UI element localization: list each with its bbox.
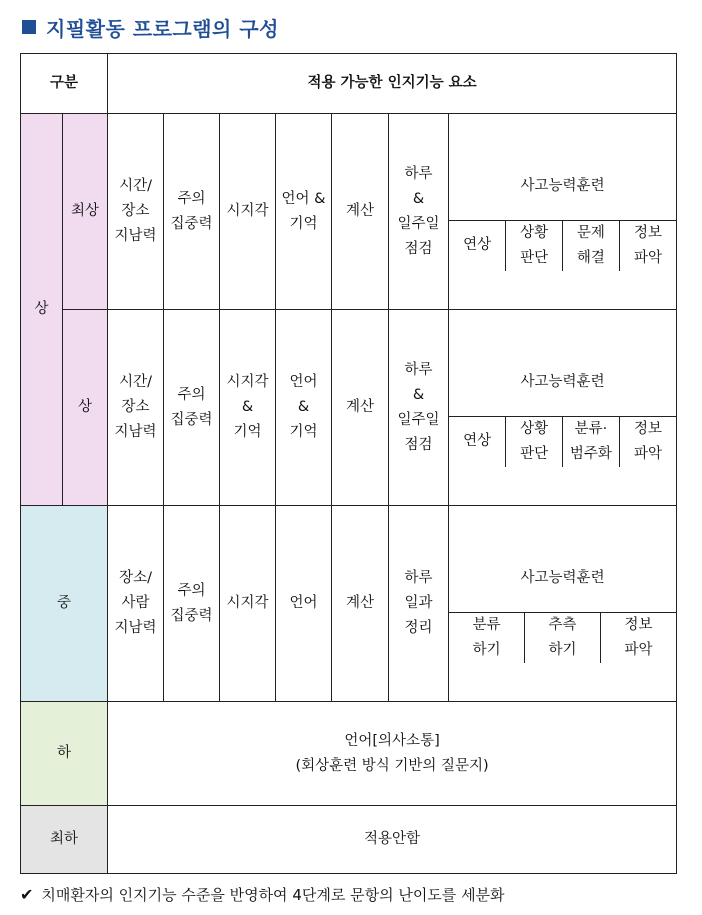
thinking-header: 사고능력훈련 xyxy=(449,544,676,612)
thinking-block xyxy=(449,310,677,506)
cell-attention: 주의 집중력 xyxy=(164,506,220,702)
thinking-item: 정보 파악 xyxy=(619,220,676,271)
thinking-item: 추측 하기 xyxy=(525,612,601,663)
thinking-block xyxy=(449,114,677,310)
cell-ha-content xyxy=(108,702,677,806)
header-row xyxy=(21,54,677,114)
cell-calc: 계산 xyxy=(332,310,389,506)
ha-line2: (회상훈련 방식 기반의 질문지) xyxy=(295,757,489,774)
title-text: 지필활동 프로그램의 구성 xyxy=(46,16,279,41)
cell-perception: 시지각 xyxy=(220,506,276,702)
cell-language: 언어 xyxy=(276,506,332,702)
cell-calc: 계산 xyxy=(332,114,389,310)
ha-line1: 언어[의사소통] xyxy=(344,732,440,749)
table-row-choeha xyxy=(21,806,677,874)
cell-choeha-content: 적용안함 xyxy=(108,806,677,874)
program-structure-table xyxy=(20,53,677,874)
cell-calc: 계산 xyxy=(332,506,389,702)
section-title xyxy=(22,12,279,42)
checkmark-icon: ✔ xyxy=(20,885,34,904)
cell-language: 언어 & 기억 xyxy=(276,114,332,310)
cell-orientation: 장소/ 사람 지남력 xyxy=(108,506,164,702)
thinking-header: 사고능력훈련 xyxy=(449,348,676,416)
thinking-item: 상황 판단 xyxy=(506,220,563,271)
cell-daily: 하루 & 일주일 점검 xyxy=(389,114,449,310)
thinking-item: 분류· 범주화 xyxy=(563,416,620,467)
cell-daily: 하루 일과 정리 xyxy=(389,506,449,702)
footnote xyxy=(20,884,505,905)
square-bullet-icon xyxy=(22,20,36,34)
level-jung: 중 xyxy=(21,506,108,702)
level-sang: 상 xyxy=(63,310,108,506)
thinking-block xyxy=(449,506,677,702)
thinking-item: 정보 파악 xyxy=(600,612,676,663)
level-choesang: 최상 xyxy=(63,114,108,310)
cell-orientation: 시간/ 장소 지남력 xyxy=(108,310,164,506)
cell-language: 언어 & 기억 xyxy=(276,310,332,506)
level-choeha: 최하 xyxy=(21,806,108,874)
table-row-sang xyxy=(21,310,677,506)
thinking-item: 정보 파악 xyxy=(619,416,676,467)
table-row-choesang xyxy=(21,114,677,310)
cell-perception: 시지각 & 기억 xyxy=(220,310,276,506)
level-top: 상 xyxy=(21,114,63,506)
cell-daily: 하루 & 일주일 점검 xyxy=(389,310,449,506)
thinking-item: 연상 xyxy=(449,220,506,271)
thinking-item: 분류 하기 xyxy=(449,612,525,663)
header-elements: 적용 가능한 인지기능 요소 xyxy=(108,54,677,114)
table-row-ha xyxy=(21,702,677,806)
table-row-jung xyxy=(21,506,677,702)
level-ha: 하 xyxy=(21,702,108,806)
header-category: 구분 xyxy=(21,54,108,114)
cell-attention: 주의 집중력 xyxy=(164,114,220,310)
thinking-header: 사고능력훈련 xyxy=(449,152,676,220)
cell-perception: 시지각 xyxy=(220,114,276,310)
cell-orientation: 시간/ 장소 지남력 xyxy=(108,114,164,310)
thinking-item: 문제 해결 xyxy=(563,220,620,271)
thinking-item: 상황 판단 xyxy=(506,416,563,467)
footnote-text: 치매환자의 인지기능 수준을 반영하여 4단계로 문항의 난이도를 세분화 xyxy=(41,886,505,904)
cell-attention: 주의 집중력 xyxy=(164,310,220,506)
thinking-item: 연상 xyxy=(449,416,506,467)
